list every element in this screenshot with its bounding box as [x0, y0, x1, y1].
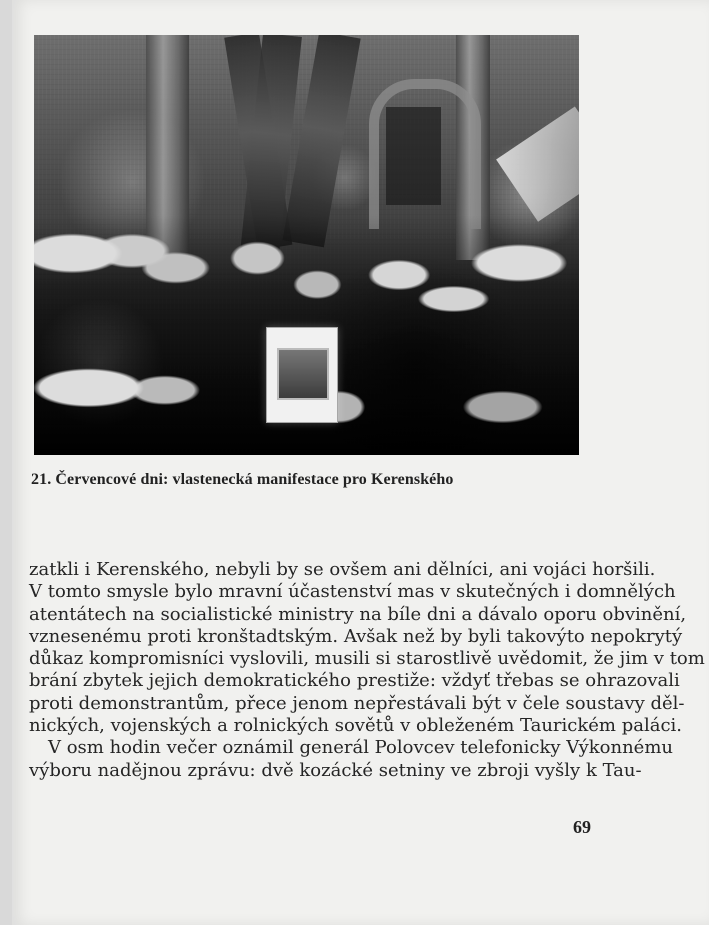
portrait-image [277, 348, 329, 400]
body-line-4: vznesenému proti kronštadtským. Avšak než by byli takovýto nepokrytý [29, 625, 683, 647]
held-portrait [266, 327, 338, 423]
body-line-5: důkaz kompromisníci vyslovili, musili si starostlivě uvědomit, že jim v tom [29, 648, 705, 670]
body-line-3: atentátech na socialistické ministry na bíle dni a dávalo oporu obvinění, [29, 603, 687, 625]
body-text [29, 559, 705, 782]
body-line-9: V osm hodin večer oznámil generál Polovcev telefonicky Výkonnému [48, 737, 673, 759]
page-number: 69 [573, 817, 591, 837]
flag-banner-4 [496, 106, 579, 221]
photo-caption: 21. Červencové dni: vlastenecká manifestace pro Kerenského [31, 471, 454, 488]
body-line-2: V tomto smysle bylo mravní účastenství mas v skutečných i domnělých [29, 581, 676, 603]
body-line-10: výboru nadějnou zprávu: dvě kozácké setniny ve zbroji vyšly k Tau- [29, 759, 642, 781]
body-line-6: brání zbytek jejich demokratického prestiže: vždyť třebas se ohrazovali [29, 670, 680, 692]
body-line-8: nických, vojenských a rolnických sovětů v obleženém Taurickém paláci. [29, 715, 683, 737]
body-line-1: zatkli i Kerenského, nebyli by se ovšem ani dělníci, ani vojáci horšili. [29, 559, 656, 580]
historical-photograph [34, 35, 579, 455]
body-line-7: proti demonstrantům, přece jenom nepřestávali být v čele soustavy děl- [29, 692, 685, 714]
arched-window [386, 107, 441, 205]
